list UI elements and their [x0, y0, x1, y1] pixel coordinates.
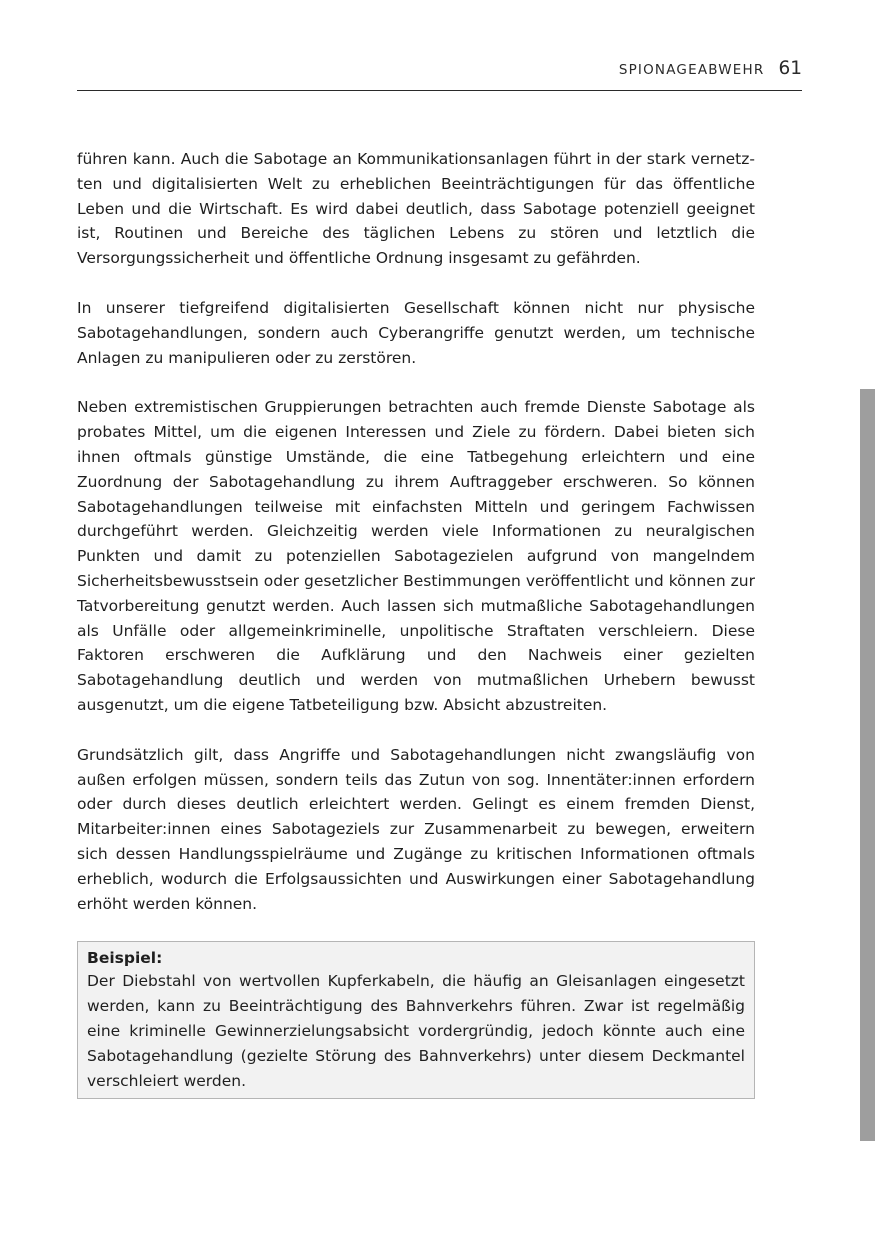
paragraph-2: In unserer tiefgreifend digitalisierten Gesellschaft können nicht nur physische Sabotagehandlungen, sondern auch Cyberangriffe genutzt werden, um technische Anlagen zu manipulieren oder zu zerstören. [77, 298, 755, 367]
running-header [77, 56, 802, 91]
paragraph-4: Grundsätzlich gilt, dass Angriffe und Sabotagehandlungen nicht zwangsläufig von außen erfolgen müssen, sondern teils das Zutun von sog. Innentäter:innen erfordern oder durch dieses deutlich erleichtert werden. Gelingt es einem fremden Dienst, Mitarbeiter:innen eines Sabotageziels zur Zusammenarbeit zu bewegen, erweitern sich dessen Handlungsspielräume und Zugänge zu kritischen Informationen oftmals erheblich, wodurch die Erfolgsaussichten und Auswirkungen einer Sabotagehandlung erhöht werden können. [77, 745, 755, 913]
example-text: Der Diebstahl von wertvollen Kupferkabeln, die häufig an Gleisanlagen eingesetzt werden, kann zu Beeinträchtigung des Bahnverkehrs führen. Zwar ist regelmäßig eine kriminelle Gewinnerzielungsabsicht vordergründig, jedoch könnte auch eine Sabotagehandlung (gezielte Störung des Bahnverkehrs) unter diesem Deckmantel verschleiert werden. [87, 972, 745, 1090]
paragraph-1: führen kann. Auch die Sabotage an Kommunikationsanlagen führt in der stark vernetzten und digitalisierten Welt zu erheblichen Beeinträchtigungen für das öffentliche Leben und die Wirtschaft. Es wird dabei deutlich, dass Sabotage potenziell geeignet ist, Routinen und Bereiche des täglichen Lebens zu stören und letztlich die Versorgungssicherheit und öffentliche Ordnung insgesamt zu gefährden. [77, 150, 755, 268]
chapter-thumb-tab [860, 389, 875, 1141]
example-title: Beispiel: [87, 949, 163, 968]
page-number: 61 [778, 58, 802, 79]
body-text [77, 147, 755, 1099]
paragraph-3: Neben extremistischen Gruppierungen betrachten auch fremde Dienste Sabotage als probates Mittel, um die eigenen Interessen und Ziele zu fördern. Dabei bieten sich ihnen oftmals günstige Umstände, die eine Tatbegehung erleichtern und eine Zuordnung der Sabotagehandlung zu ihrem Auftraggeber erschweren. So können Sabotagehandlungen teilweise mit einfachsten Mitteln und geringem Fachwissen durchgeführt werden. Gleichzeitig werden viele Informationen zu neuralgischen Punkten und damit zu potenziellen Sabotagezielen aufgrund von mangelndem Sicherheitsbewusstsein oder gesetzlicher Bestimmungen veröffentlicht und können zur Tatvorbereitung genutzt werden. Auch lassen sich mutmaßliche Sabotagehandlungen als Unfälle oder allgemeinkriminelle, unpolitische Straftaten verschleiern. Diese Faktoren erschweren die Aufklärung und den Nachweis einer gezielten Sabotagehandlung deutlich und werden von mutmaßlichen Urhebern bewusst ausgenutzt, um die eigene Tatbeteiligung bzw. Absicht abzustreiten. [77, 398, 755, 714]
header-inner [619, 58, 802, 79]
example-box [77, 941, 755, 1099]
running-title: SPIONAGEABWEHR [618, 62, 765, 78]
